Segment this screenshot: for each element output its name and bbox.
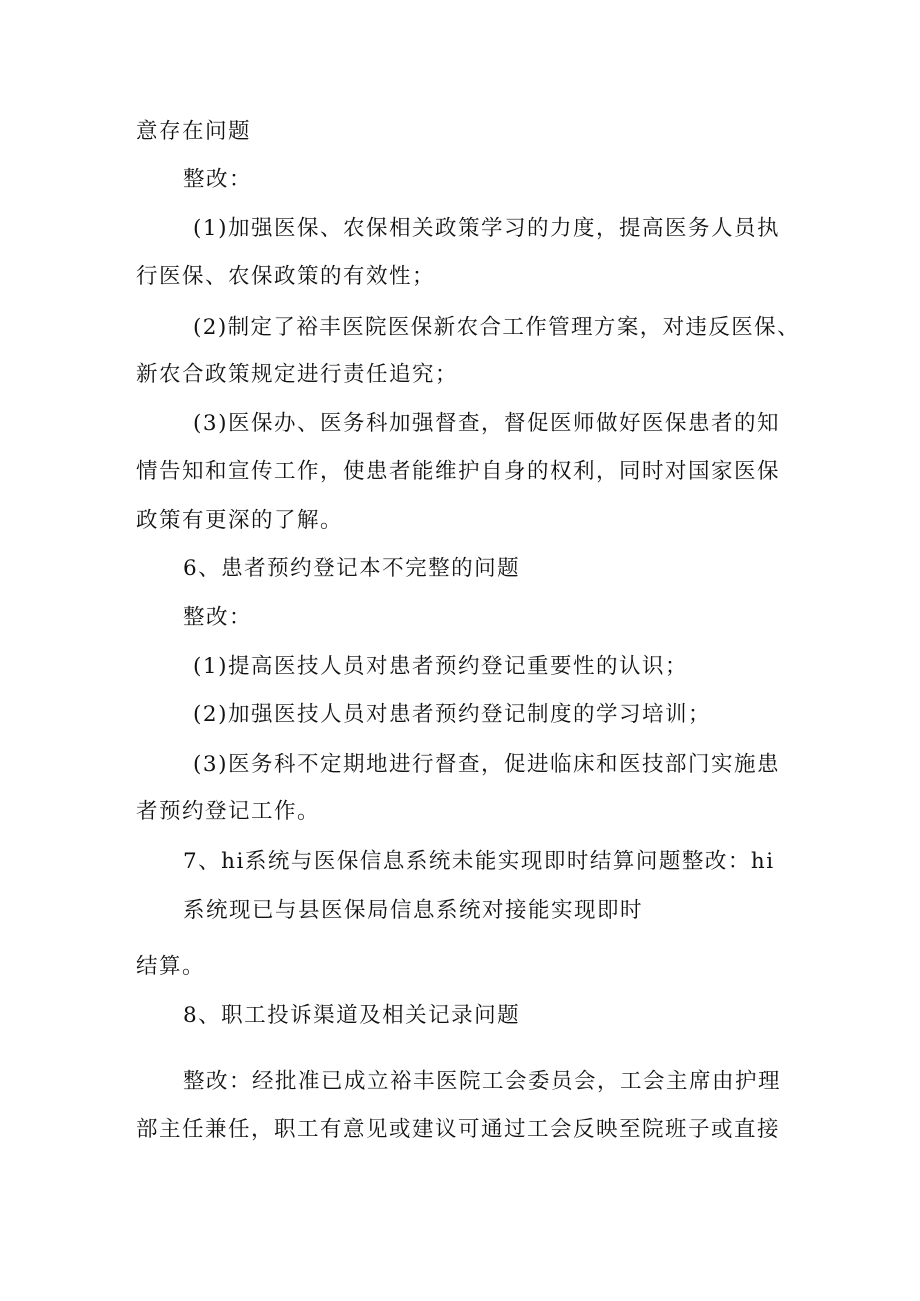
text-line: 意存在问题	[136, 119, 252, 144]
text-line: 整改：经批准已成立裕丰医院工会委员会，工会主席由护理	[183, 1069, 782, 1094]
text-line: 结算。	[136, 954, 206, 979]
text-line: (2)加强医技人员对患者预约登记制度的学习培训；	[193, 702, 711, 727]
text-line: (2)制定了裕丰医院医保新农合工作管理方案，对违反医保、	[193, 315, 800, 340]
text-line: (1)提高医技人员对患者预约登记重要性的认识；	[193, 654, 688, 679]
text-line: (3)医务科不定期地进行督查，促进临床和医技部门实施患	[193, 752, 780, 777]
text-line: 整改：	[183, 167, 253, 192]
text-line: 行医保、农保政策的有效性；	[136, 264, 436, 289]
text-line: 部主任兼任，职工有意见或建议可通过工会反映至院班子或直接	[136, 1117, 781, 1142]
text-line: 8、职工投诉渠道及相关记录问题	[183, 1003, 521, 1028]
text-line: 7、hi系统与医保信息系统未能实现即时结算问题整改：hi	[183, 849, 775, 874]
text-line: (3)医保办、医务科加强督查，督促医师做好医保患者的知	[193, 411, 780, 436]
text-line: 新农合政策规定进行责任追究；	[136, 362, 459, 387]
text-line: 系统现已与县医保局信息系统对接能实现即时	[183, 898, 644, 923]
text-line: 者预约登记工作。	[136, 799, 321, 824]
text-line: 整改：	[183, 605, 253, 630]
text-line: 情告知和宣传工作，使患者能维护自身的权利，同时对国家医保	[136, 459, 781, 484]
text-line: 6、患者预约登记本不完整的问题	[183, 556, 521, 581]
text-line: (1)加强医保、农保相关政策学习的力度，提高医务人员执	[193, 216, 780, 241]
text-line: 政策有更深的了解。	[136, 508, 344, 533]
